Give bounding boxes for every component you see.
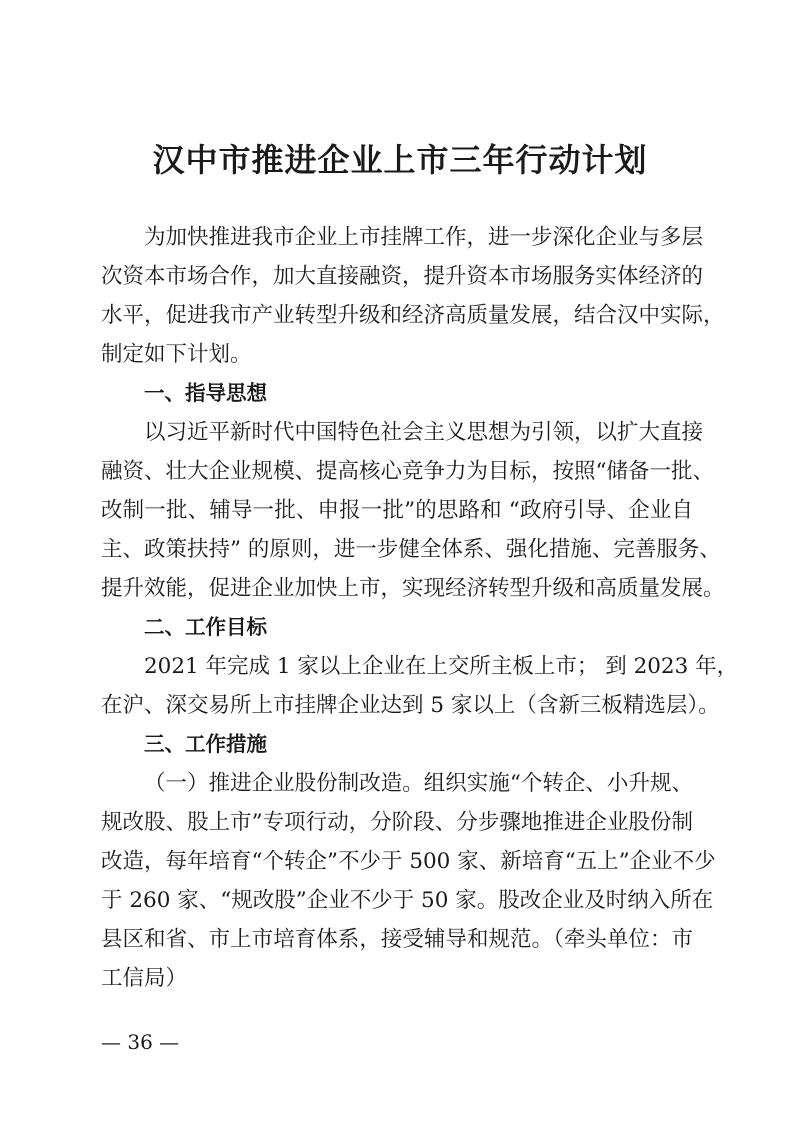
paragraph-line: 工信局） — [101, 966, 188, 991]
paragraph-line: 县区和省、市上市培育体系，接受辅导和规范。（牵头单位：市 — [101, 927, 693, 952]
paragraph-line: 规改股、股上市”专项行动，分阶段、分步骤地推进企业股份制 — [101, 810, 693, 835]
intro-line: 制定如下计划。 — [101, 342, 252, 367]
document-body — [101, 218, 739, 998]
paragraph-line: 改制一批、辅导一批、申报一批”的思路和 “政府引导、企业自 — [101, 498, 693, 523]
paragraph-line: 主、政策扶持” 的原则，进一步健全体系、强化措施、完善服务、 — [101, 537, 721, 562]
paragraph-line: 改造，每年培育“个转企”不少于 500 家、新培育“五上”企业不少 — [101, 849, 716, 874]
page-number: — 36 — — [101, 1030, 180, 1054]
section-heading-guiding-ideology: 一、指导思想 — [144, 381, 267, 405]
paragraph-line: 于 260 家、“规改股”企业不少于 50 家。股改企业及时纳入所在 — [101, 888, 714, 913]
section-heading-work-goals: 二、工作目标 — [144, 615, 267, 639]
intro-line: 次资本市场合作，加大直接融资，提升资本市场服务实体经济的 — [101, 264, 704, 289]
intro-line: 水平，促进我市产业转型升级和经济高质量发展，结合汉中实际， — [101, 303, 725, 328]
paragraph-line: 2021 年完成 1 家以上企业在上交所主板上市； 到 2023 年， — [144, 654, 739, 679]
paragraph-line: 提升效能，促进企业加快上市，实现经济转型升级和高质量发展。 — [101, 576, 725, 601]
paragraph-line: 以习近平新时代中国特色社会主义思想为引领，以扩大直接 — [144, 420, 704, 445]
paragraph-line: 融资、壮大企业规模、提高核心竞争力为目标，按照“储备一批、 — [101, 459, 714, 484]
paragraph-line: （一）推进企业股份制改造。组织实施“个转企、小升规、 — [144, 771, 693, 796]
intro-line: 为加快推进我市企业上市挂牌工作，进一步深化企业与多层 — [144, 225, 704, 250]
section-heading-work-measures: 三、工作措施 — [144, 732, 267, 756]
document-title: 汉中市推进企业上市三年行动计划 — [152, 141, 648, 179]
paragraph-line: 在沪、深交易所上市挂牌企业达到 5 家以上（含新三板精选层）。 — [101, 693, 720, 718]
